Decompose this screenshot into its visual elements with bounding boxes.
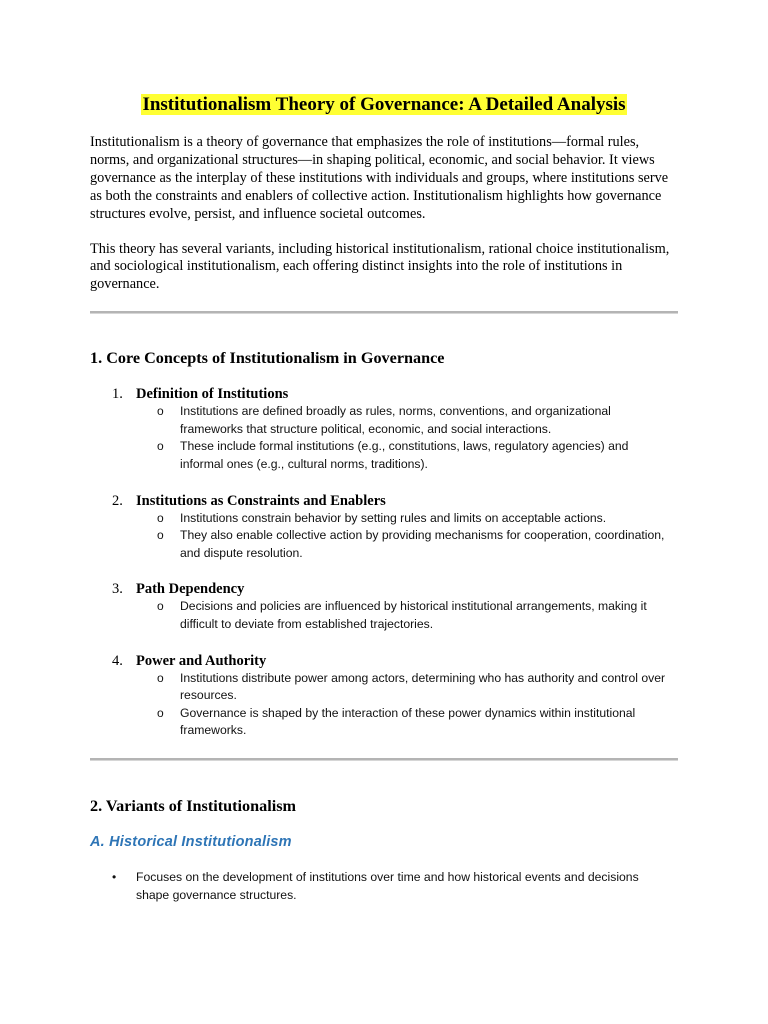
list-item xyxy=(136,705,678,740)
list-item-text: Institutions constrain behavior by setting rules and limits on acceptable actions. xyxy=(180,510,607,525)
circle-bullet-icon: o xyxy=(157,705,164,720)
list-item-text: They also enable collective action by providing mechanisms for cooperation, coordination, and dispute resolution. xyxy=(180,528,665,560)
subsection-heading: A. Historical Institutionalism xyxy=(90,833,292,850)
concept-item xyxy=(90,580,678,633)
list-item xyxy=(136,438,678,473)
list-item xyxy=(136,598,678,633)
concept-number: 2. xyxy=(112,492,123,509)
concept-sublist xyxy=(136,403,678,473)
concept-title: Definition of Institutions xyxy=(136,386,289,403)
circle-bullet-icon: o xyxy=(157,404,164,419)
horizontal-rule xyxy=(90,758,678,761)
list-item-text: Focuses on the development of institutions over time and how historical events and decisions shape governance structures. xyxy=(136,869,639,902)
circle-bullet-icon: o xyxy=(157,528,164,543)
concept-number: 4. xyxy=(112,652,123,669)
concept-title: Power and Authority xyxy=(136,652,267,669)
concept-item xyxy=(90,652,678,740)
list-item xyxy=(136,403,678,438)
intro-paragraph-1: Institutionalism is a theory of governance that emphasizes the role of institutions—formal rules, norms, and organizational structures—in shaping political, economic, and social behavior. It views governance as the interplay of these institutions with individuals and groups, where institutions serve as both the constraints and enablers of collective action. Institutionalism highlights how governance structures evolve, persist, and influence societal outcomes. xyxy=(90,134,669,222)
bullet-list xyxy=(90,869,678,904)
list-item-text: Decisions and policies are influenced by historical institutional arrangements, making it difficult to deviate from established trajectories. xyxy=(180,599,647,631)
list-item-text: Institutions distribute power among actors, determining who has authority and control over resources. xyxy=(180,670,666,703)
list-item xyxy=(136,510,678,528)
list-item-text: Governance is shaped by the interaction of these power dynamics within institutional frameworks. xyxy=(180,705,636,738)
list-item xyxy=(90,869,678,904)
section-2-heading: 2. Variants of Institutionalism xyxy=(90,796,296,815)
circle-bullet-icon: o xyxy=(157,599,164,614)
horizontal-rule xyxy=(90,311,678,314)
circle-bullet-icon: o xyxy=(157,439,164,454)
core-concepts-list xyxy=(90,385,678,740)
section-1-heading: 1. Core Concepts of Institutionalism in Governance xyxy=(90,349,445,368)
concept-title: Path Dependency xyxy=(136,581,245,598)
concept-item xyxy=(90,385,678,473)
concept-title: Institutions as Constraints and Enablers xyxy=(136,492,386,509)
concept-sublist xyxy=(136,670,678,740)
circle-bullet-icon: o xyxy=(157,510,164,525)
bullet-icon: • xyxy=(112,869,117,884)
list-item-text: Institutions are defined broadly as rules, norms, conventions, and organizational frameworks that structure political, economic, and social interactions. xyxy=(180,404,611,436)
concept-number: 3. xyxy=(112,581,123,598)
list-item-text: These include formal institutions (e.g., constitutions, laws, regulatory agencies) and informal ones (e.g., cultural norms, traditions). xyxy=(180,439,629,472)
document-title xyxy=(90,94,678,116)
concept-item xyxy=(90,492,678,563)
circle-bullet-icon: o xyxy=(157,670,164,685)
concept-sublist xyxy=(136,598,678,633)
document-title-text: Institutionalism Theory of Governance: A Detailed Analysis xyxy=(142,94,626,115)
list-item xyxy=(136,527,678,562)
list-item xyxy=(136,670,678,705)
intro-paragraph-2: This theory has several variants, including historical institutionalism, rational choice institutionalism, and sociological institutionalism, each offering distinct insights into the role of institutions in governance. xyxy=(90,240,670,293)
concept-sublist xyxy=(136,510,678,563)
concept-number: 1. xyxy=(112,386,123,403)
